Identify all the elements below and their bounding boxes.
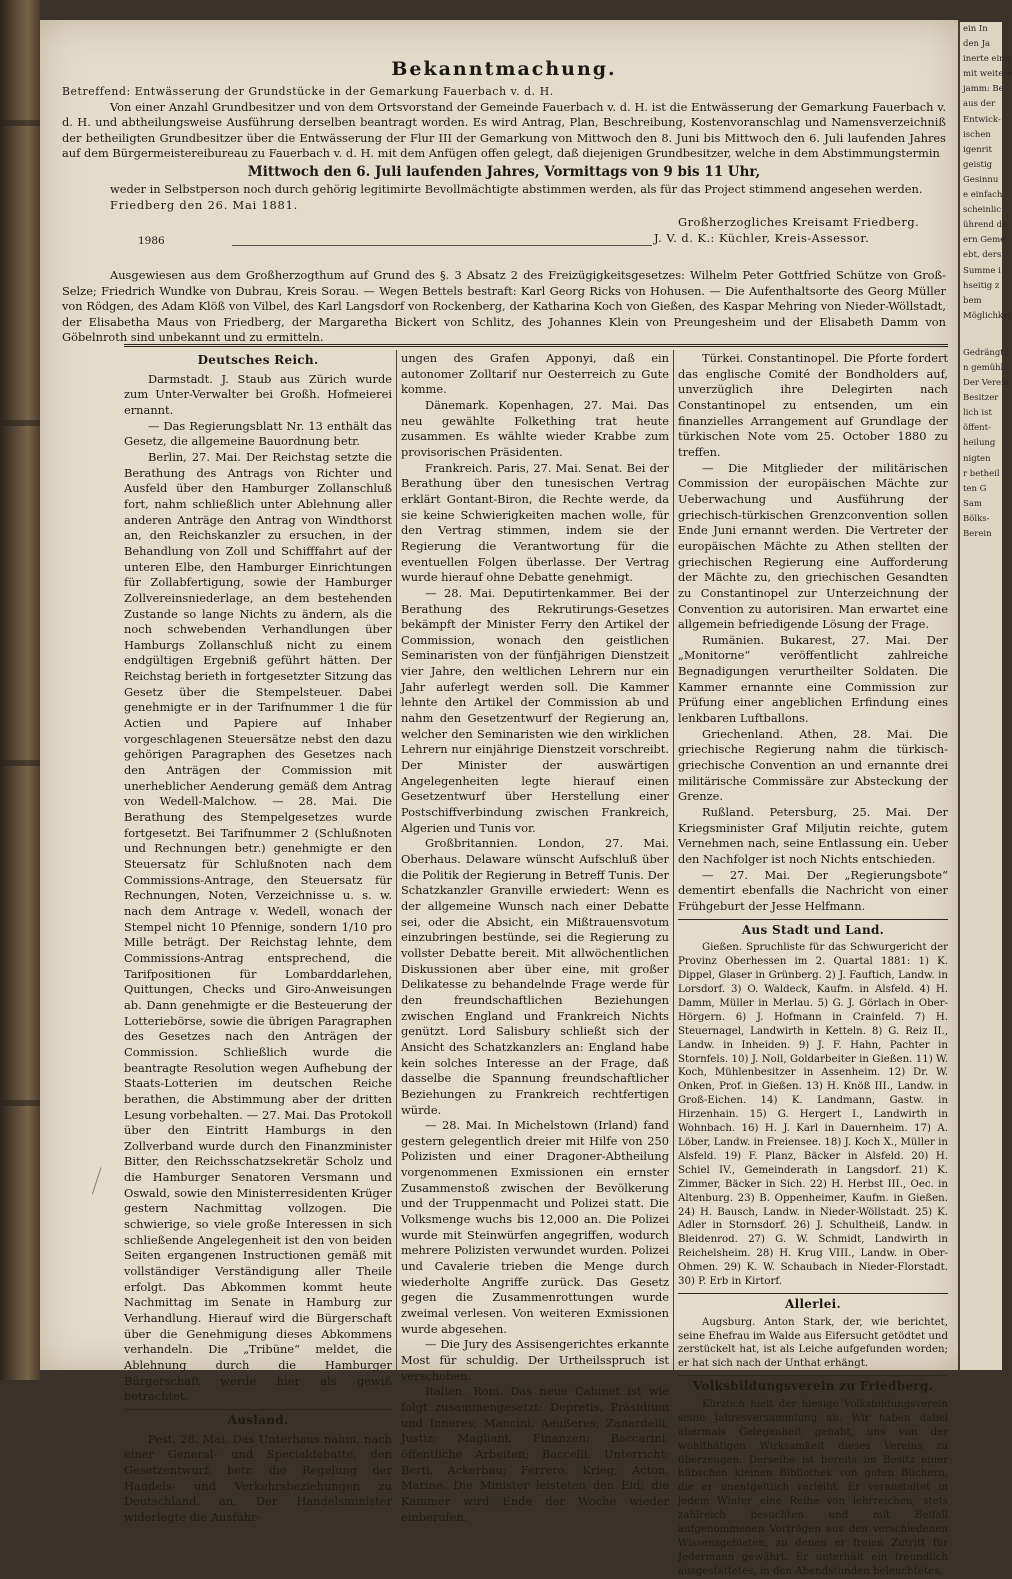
article: Pest, 28. Mai. Das Unterhaus nahm, nach einer General- und Specialdebatte, den Gesetzentwurf, betr. die Regelung der Handels- und Verkehrsbeziehungen zu Deutschland, an. Der Handelsminister widerlegte die Ausführ- <box>124 1431 392 1524</box>
book-spine <box>0 0 40 1380</box>
section-title-verein: Volksbildungsverein zu Friedberg. <box>678 1375 948 1395</box>
article: Rußland. Petersburg, 25. Mai. Der Kriegsminister Graf Miljutin reichte, gutem Vernehmen nach, seine Entlassung ein. Ueber den Nachfolger ist noch Nichts entschieden. <box>678 805 948 866</box>
column-2 <box>401 351 669 1525</box>
adjacent-page-line: öffent- <box>963 423 991 434</box>
adjacent-page-line: Sam <box>963 498 982 509</box>
signature-rule <box>232 245 652 246</box>
article: Griechenland. Athen, 28. Mai. Die griechische Regierung nahm die türkisch-griechische Convention an und ernannte drei militärische Commissäre zur Absteckung der Grenze. <box>678 726 948 804</box>
adjacent-page-line: Entwick- <box>963 114 1001 125</box>
adjacent-page-line: geistig <box>963 159 993 170</box>
notice-title: Bekanntmachung. <box>391 58 617 80</box>
official-notice <box>62 40 946 247</box>
adjacent-page-line: Gedrängt <box>963 347 1004 358</box>
column-1 <box>124 351 392 1526</box>
signature-office: Großherzogliches Kreisamt Friedberg. <box>678 215 920 230</box>
adjacent-page-line: hseitig z <box>963 280 1000 291</box>
article: Darmstadt. J. Staub aus Zürich wurde zum Unter-Verwalter bei Großh. Hofmeierei ernannt. <box>124 371 392 417</box>
notice-headline: Mittwoch den 6. Juli laufenden Jahres, Vormittags von 9 bis 11 Uhr, <box>247 163 761 180</box>
adjacent-page-line: igenrit <box>963 144 992 155</box>
adjacent-page-line: r betheil <box>963 468 1000 479</box>
adjacent-page-line: Der Verein <box>963 378 1010 389</box>
section-title-allerlei: Allerlei. <box>678 1293 948 1313</box>
expulsion-notice: Ausgewiesen aus dem Großherzogthum auf Grund des §. 3 Absatz 2 des Freizügigkeitsgesetzes: Wilhelm Peter Gottfried Schütze von Groß-Selze; Friedrich Wundke von Dubrau, Kreis Sorau. — Wegen Bettels bestraft: Karl Georg Ricks von Hohusen. — Die Aufenthaltsorte des Georg Müller von Rödgen, des Adam Klöß von Vilbel, des Karl Langsdorf von Rockenberg, der Katharina Koch von Gießen, des Kaspar Mehring von Nieder-Wöllstadt, der Elisabetha Maus von Friedberg, der Margaretha Bickert von Schlitz, des Johannes Klein von Preungesheim und der Elisabeth Damm von Göbelnroth sind unbekannt und zu ermitteln. <box>62 268 946 345</box>
section-title-stadt: Aus Stadt und Land. <box>678 919 948 939</box>
section-title-reich: Deutsches Reich. <box>197 353 319 367</box>
article: Berlin, 27. Mai. Der Reichstag setzte die Berathung des Antrags von Richter und Ausfeld über den Hamburger Zollanschluß fort, nahm schließlich unter Ablehnung aller anderen Anträge den Antrag von Windthorst an, den Reichskanzler zu ersuchen, in der Behandlung von Zoll und Schifffahrt auf der unteren Elbe, den Hamburger Einrichtungen für Zollabfertigung, sowie der Hamburger Zollvereinsniederlage, an dem bestehenden Zustande so lange Nichts zu ändern, als die noch schwebenden Verhandlungen über Hamburgs Zollanschluß nicht zu einem endgültigen Ergebniß geführt hätten. Der Reichstag berieth in fortgesetzter Sitzung das Gesetz über die Stempelsteuer. Dabei genehmigte er in der Tarifnummer 1 die für Actien und Papiere auf Inhaber vorgeschlagenen Steuersätze nebst den dazu gehörigen Paragraphen des Gesetzes nach den Anträgen der Commission mit unerheblicher Aenderung gemäß dem Antrag von Wedell-Malchow. — 28. Mai. Die Berathung des Stempelgesetzes wurde fortgesetzt. Bei Tarifnummer 2 (Schlußnoten und Rechnungen betr.) genehmigte er den Steuersatz für Schlußnoten nach dem Commissions-Antrage, den Steuersatz für Rechnungen, Noten, Verzeichnisse u. s. w. nach dem Antrage v. Wedell, wonach der Stempel nicht 10 Pfennige, sondern 1/10 pro Mille beträgt. Der Reichstag lehnte, dem Commissions-Antrag entsprechend, die Tarifpositionen für Lombarddarlehen, Quittungen, Checks und Giro-Anweisungen ab. Dann genehmigte er die Besteuerung der Lotteriebörse, sowie die übrigen Paragraphen des Gesetzes nach den Anträgen der Commission. Schließlich wurde die beantragte Resolution wegen Aufhebung der Staats-Lotterien im deutschen Reiche berathen, die Abstimmung aber der dritten Lesung vorbehalten. — 27. Mai. Das Protokoll über den Eintritt Hamburgs in den Zollverband wurde durch den Finanzminister Bitter, den Reichsschatzsekretär Scholz und die Hamburger Senatoren Versmann und Oswald, sowie den Ministerresidenten Krüger gestern Nachmittag vollzogen. Die schwierige, so viele große Interessen in sich schließende Angelegenheit ist den von beiden Seiten ergangenen Instructionen gemäß mit vollständiger Verständigung aller Theile erfolgt. Das Abkommen kommt heute Nachmittag im Senate in Hamburg zur Verhandlung. Hierauf wird die Bürgerschaft über die Genehmigung dieses Abkommens verhandeln. Die „Tribüne“ meldet, die Ablehnung durch die Hamburger Bürgerschaft werde hier als gewiß betrachtet. <box>124 449 392 1404</box>
adjacent-page-line: inerte eine <box>963 54 1010 65</box>
article: — 28. Mai. Deputirtenkammer. Bei der Berathung des Rekrutirungs-Gesetzes bekämpft der Minister Ferry den Artikel der Commission, wonach den geistlichen Seminaristen von der fünfjährigen Dienstzeit vier Jahre, den weltlichen Lehrern nur ein Jahr auferlegt werden soll. Die Kammer lehnte den Artikel der Commission ab und nahm den Gesetzentwurf der Regierung an, welcher den Seminaristen wie den wirklichen Lehrern nur einjährige Dienstzeit vorschreibt. Der Minister der auswärtigen Angelegenheiten legte hierauf einen Gesetzentwurf über Herstellung einer Postschiffverbindung zwischen Frankreich, Algerien und Tunis vor. <box>401 585 669 835</box>
article: — Die Mitglieder der militärischen Commission der europäischen Mächte zur Ueberwachung und Ausführung der griechisch-türkischen Grenzconvention sollen Ende Juni ernannt werden. Die Vertreter der europäischen Mächte zu Athen stellten der griechischen Regierung eine Aufforderung der Mächte zu, den griechischen Gesandten zu Constantinopel zur Unterzeichnung der Convention zu autorisiren. Man erwartet eine allgemein befriedigende Lösung der Frage. <box>678 460 948 632</box>
adjacent-page-line: aus der <box>963 99 996 110</box>
article: Großbritannien. London, 27. Mai. Oberhaus. Delaware wünscht Aufschluß über die Politik der Regierung in Betreff Tunis. Der Schatzkanzler Granville erwiedert: Wenn es der allgemeine Wunsch nach einer Debatte sei, oder die Absicht, ein Mißtrauensvotum einzubringen bestünde, sei die Regierung zu vollster Debatte bereit. Mit allwöchentlichen Diskussionen aber über eine, mit großer Delikatesse zu behandelnde Frage werde für den freundschaftlichen Beziehungen zwischen England und Frankreich Nichts genützt. Lord Salisbury schließt sich der Ansicht des Schatzkanzlers an: England habe kein solches Interesse an der Frage, daß dasselbe die Spannung freundschaftlicher Beziehungen zu Frankreich rechtfertigen würde. <box>401 836 669 1117</box>
adjacent-page-line: lich ist <box>963 408 992 419</box>
article: Rumänien. Bukarest, 27. Mai. Der „Monitorne“ veröffentlicht zahlreiche Begnadigungen verurtheilter Soldaten. Die Kammer ernannte eine Commission zur Prüfung einer angeblichen Erfindung eines lenkbaren Luftballons. <box>678 632 948 726</box>
adjacent-page-line: bem <box>963 295 982 306</box>
column-rule <box>396 350 397 1370</box>
adjacent-page-line: scheinlic <box>963 205 1002 216</box>
adjacent-page-line: heilung <box>963 438 996 449</box>
adjacent-page-line: Berein <box>963 529 992 539</box>
section-divider <box>124 344 948 347</box>
notice-signature <box>62 213 946 247</box>
article: Augsburg. Anton Stark, der, wie berichtet, seine Ehefrau im Walde aus Eifersucht getödtet und zerstückelt hat, ist als Leiche aufgefunden worden; er hat sich nach der Unthat erhängt. <box>678 1316 948 1370</box>
adjacent-page-line: Bölks- <box>963 513 990 524</box>
adjacent-page-line: jamm: Be- <box>963 84 1007 95</box>
adjacent-page-line: Summe i <box>963 265 1001 276</box>
signature-name: J. V. d. K.: Küchler, Kreis-Assessor. <box>654 231 870 246</box>
adjacent-page-line: ischen <box>963 129 991 140</box>
column-rule <box>673 350 674 1370</box>
article: Frankreich. Paris, 27. Mai. Senat. Bei der Berathung über den tunesischen Vertrag erklärt Gontant-Biron, die Rechte werde, da sie keine Schwierigkeiten machen wolle, für den Vertrag stimmen, indem sie der Regierung die Verantwortung für die eventuellen Folgen überlasse. Der Vertrag wurde hierauf ohne Debatte genehmigt. <box>401 460 669 585</box>
notice-date: Friedberg den 26. Mai 1881. <box>110 197 299 212</box>
article: — Das Regierungsblatt Nr. 13 enthält das Gesetz, die allgemeine Bauordnung betr. <box>124 418 392 449</box>
adjacent-page-line: ein In <box>963 24 988 34</box>
adjacent-page-line: nigten <box>963 453 991 464</box>
adjacent-page-line: Möglichkei <box>963 310 1011 321</box>
article: Türkei. Constantinopel. Die Pforte fordert das englische Comité der Bondholders auf, unverzüglich ihre Delegirten nach Constantinopel zu entsenden, um ein finanzielles Arrangement auf Grundlage der türkischen Note vom 25. October 1880 zu treffen. <box>678 351 948 459</box>
adjacent-page-line: mit weitere <box>963 69 1012 80</box>
article: ungen des Grafen Apponyi, daß ein autonomer Zolltarif nur Oesterreich zu Gute komme. <box>401 351 669 397</box>
notice-number: 1986 <box>138 235 165 248</box>
article: Italien. Rom. Das neue Cabinet ist wie folgt zusammengesetzt: Depretis, Präsidium und Inneres; Mancini, Aeußeres; Zanardelli, Justiz; Magliani, Finanzen; Baccarini, öffentliche Arbeiten; Baccelli, Unterricht; Berti, Ackerbau; Ferrero, Krieg; Acton, Marine. Die Minister leisteten den Eid; die Kammer wird Ende der Woche wieder einberufen. <box>401 1384 669 1524</box>
adjacent-page-line: ührend de <box>963 220 1008 231</box>
notice-subject: Betreffend: Entwässerung der Grundstücke in der Gemarkung Fauerbach v. d. H. <box>62 85 554 98</box>
notice-body: Von einer Anzahl Grundbesitzer und von dem Ortsvorstand der Gemeinde Fauerbach v. d. H. ist die Entwässerung der Gemarkung Fauerbach v. d. H. und abtheilungsweise Ausführung derselben beantragt worden. Es wird Antrag, Plan, Beschreibung, Kostenvoranschlag und Namensverzeichniß der betheiligten Grundbesitzer über die Entwässerung der Flur III der Gemarkung von Mittwoch den 8. Juni bis Mittwoch den 6. Juli laufenden Jahres auf dem Bürgermeistereibureau zu Fauerbach v. d. H. mit dem Anfügen offen gelegt, daß diejenigen Grundbesitzer, welche in dem Abstimmungstermin <box>62 99 946 161</box>
adjacent-page-line: ebt, ders <box>963 250 1002 261</box>
adjacent-page-line: ern Geme <box>963 235 1006 246</box>
section-title-ausland: Ausland. <box>124 1409 392 1429</box>
article: — Die Jury des Assisengerichtes erkannte Most für schuldig. Der Urtheilsspruch ist verschoben. <box>401 1337 669 1383</box>
adjacent-page-line: ten G <box>963 483 987 494</box>
adjacent-page-fragment <box>958 22 1012 1370</box>
article: — 28. Mai. In Michelstown (Irland) fand gestern gelegentlich dreier mit Hilfe von 250 Polizisten und einer Dragoner-Abtheilung vorgenommenen Exmissionen ein ernster Zusammenstoß zwischen der Bevölkerung und der Truppenmacht und Polizei statt. Die Volksmenge wuchs bis 12,000 an. Die Polizei wurde mit Steinwürfen angegriffen, wodurch mehrere Polizisten verwundet wurden. Polizei und Cavalerie trieben die Menge durch wiederholte Angriffe zurück. Das Gesetz gegen die Zusammenrottungen wurde zweimal verlesen. Von weiteren Exmissionen wurde abgesehen. <box>401 1118 669 1336</box>
notice-body-continued: weder in Selbstperson noch durch gehörig legitimirte Bevollmächtigte abstimmen werden, als für das Project stimmend angesehen werden. <box>110 181 923 196</box>
adjacent-page-line: den Ja <box>963 39 991 50</box>
adjacent-page-line: Besitzer <box>963 393 999 404</box>
adjacent-page-line: Gesinnu <box>963 174 999 185</box>
article: Gießen. Spruchliste für das Schwurgericht der Provinz Oberhessen im 2. Quartal 1881: 1) K. Dippel, Glaser in Grünberg. 2) J. Fauftich, Landw. in Lorsdorf. 3) O. Waldeck, Kaufm. in Alsfeld. 4) H. Damm, Müller in Merlau. 5) G. J. Görlach in Ober-Hörgern. 6) J. Hofmann in Crainfeld. 7) H. Steuernagel, Landwirth in Ketteln. 8) G. Reiz II., Landw. in Inheiden. 9) J. F. Hahn, Pachter in Stornfels. 10) J. Noll, Goldarbeiter in Gießen. 11) W. Koch, Mühlenbesitzer in Assenheim. 12) Dr. W. Onken, Prof. in Gießen. 13) H. Knöß III., Landw. in Groß-Eichen. 14) K. Landmann, Gastw. in Hirzenhain. 15) G. Hergert I., Landwirth in Wohnbach. 16) H. J. Karl in Dauernheim. 17) A. Löber, Landw. in Freiensee. 18) J. Koch X., Müller in Alsfeld. 19) F. Planz, Bäcker in Alsfeld. 20) H. Schiel IV., Gemeinderath in Langsdorf. 21) K. Zimmer, Bäcker in Sich. 22) H. Herbst III., Oec. in Altenburg. 23) B. Oppenheimer, Kaufm. in Gießen. 24) H. Bausch, Landw. in Nieder-Wöllstadt. 25) K. Adler in Stornsdorf. 26) J. Schultheiß, Landw. in Bleidenrod. 27) G. W. Schmidt, Landwirth in Reichelsheim. 28) H. Krug VIII., Landw. in Ober-Ohmen. 29) K. W. Schaubach in Nieder-Florstadt. 30) P. Erb in Kirtorf. <box>678 942 948 1288</box>
article: Kürzlich hielt der hiesige Volksbildungsverein seine Jahresversammlung ab. Wir haben dabei abermals Gelegenheit gehabt, uns von der wohlthätigen Wirksamkeit dieses Vereins zu überzeugen. Derselbe ist bereits im Besitz einer hübschen kleinen Bibliothek von guten Büchern, die er unentgeltlich verleiht. Er veranstaltet in jedem Winter eine Reihe von lehrreichen, stets zahlreich besuchten und mit Beifall aufgenommenen Vorträgen aus den verschiedenen Wissensgebieten, zu denen er freien Zutritt für Jedermann gewährt. Er unterhält ein freundlich ausgestattetes, in den Abendstunden beleuchtetes, <box>678 1398 948 1577</box>
article: Dänemark. Kopenhagen, 27. Mai. Das neu gewählte Folkething trat heute zusammen. Es wählte wieder Krabbe zum provisorischen Präsidenten. <box>401 397 669 459</box>
article: — 27. Mai. Der „Regierungsbote“ dementirt ebenfalls die Nachricht von einer Frühgeburt der Jesse Helfmann. <box>678 867 948 913</box>
adjacent-page-line: e einfach <box>963 190 1003 201</box>
adjacent-page-line: n gemühl <box>963 362 1004 373</box>
column-3 <box>678 351 948 1579</box>
